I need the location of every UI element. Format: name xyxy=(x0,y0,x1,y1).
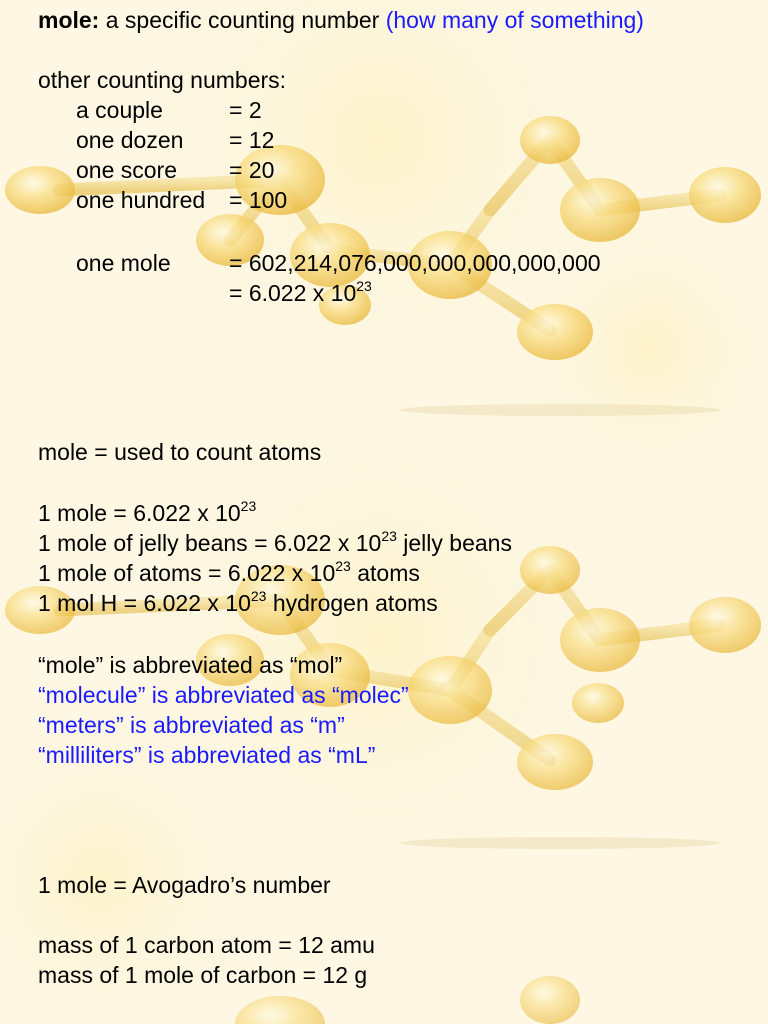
one-mole-label: one mole xyxy=(76,250,171,276)
equation-atoms xyxy=(38,558,420,591)
counting-item-name: one score xyxy=(76,157,178,183)
mole-definition-text: a specific counting number xyxy=(99,7,386,33)
other-counting-heading: other counting numbers: xyxy=(38,67,287,93)
equation-right: atoms xyxy=(350,560,420,586)
counting-item-hundred xyxy=(76,185,576,215)
used-to-count-line: mole = used to count atoms xyxy=(38,439,322,465)
counting-item-name: one hundred xyxy=(76,187,206,213)
equation-mole xyxy=(38,498,256,531)
equation-left: 1 mol H = 6.022 x 10 xyxy=(38,590,251,616)
one-mole-scientific xyxy=(229,278,372,311)
one-mole-line xyxy=(76,248,726,278)
equation-exponent: 23 xyxy=(250,588,267,604)
equation-hydrogen xyxy=(38,588,438,621)
counting-item-name: one dozen xyxy=(76,127,184,153)
mole-definition-line xyxy=(38,5,644,35)
sci-base: = 6.022 x 10 xyxy=(229,280,357,306)
counting-item-value: = 20 xyxy=(229,157,275,183)
equation-exponent: 23 xyxy=(335,558,351,574)
equation-exponent: 23 xyxy=(381,528,397,544)
mole-definition-note: (how many of something) xyxy=(385,7,644,33)
equation-left: 1 mole of jelly beans = 6.022 x 10 xyxy=(38,530,382,556)
counting-item-couple xyxy=(76,95,576,125)
avogadro-line: 1 mole = Avogadro’s number xyxy=(38,872,331,898)
equation-left: 1 mole = 6.022 x 10 xyxy=(38,500,241,526)
equation-exponent: 23 xyxy=(240,498,257,514)
one-mole-long-value: = 602,214,076,000,000,000,000,000 xyxy=(229,250,601,276)
equation-right: hydrogen atoms xyxy=(266,590,438,616)
abbreviation-milliliters: “milliliters” is abbreviated as “mL” xyxy=(38,742,376,768)
mass-carbon-atom-line: mass of 1 carbon atom = 12 amu xyxy=(38,932,375,958)
counting-item-value: = 2 xyxy=(229,97,262,123)
abbreviation-meters: “meters” is abbreviated as “m” xyxy=(38,712,345,738)
counting-item-dozen xyxy=(76,125,576,155)
equation-left: 1 mole of atoms = 6.022 x 10 xyxy=(38,560,336,586)
equation-right: jelly beans xyxy=(396,530,512,556)
abbreviation-molecule: “molecule” is abbreviated as “molec” xyxy=(38,682,409,708)
sci-exponent: 23 xyxy=(356,278,372,294)
mass-mole-carbon-line: mass of 1 mole of carbon = 12 g xyxy=(38,962,368,988)
abbreviation-mole: “mole” is abbreviated as “mol” xyxy=(38,652,343,678)
counting-item-name: a couple xyxy=(76,97,163,123)
counting-item-value: = 100 xyxy=(229,187,288,213)
equation-jelly-beans xyxy=(38,528,512,561)
mole-term: mole: xyxy=(38,7,100,33)
counting-item-value: = 12 xyxy=(229,127,275,153)
counting-item-score xyxy=(76,155,576,185)
